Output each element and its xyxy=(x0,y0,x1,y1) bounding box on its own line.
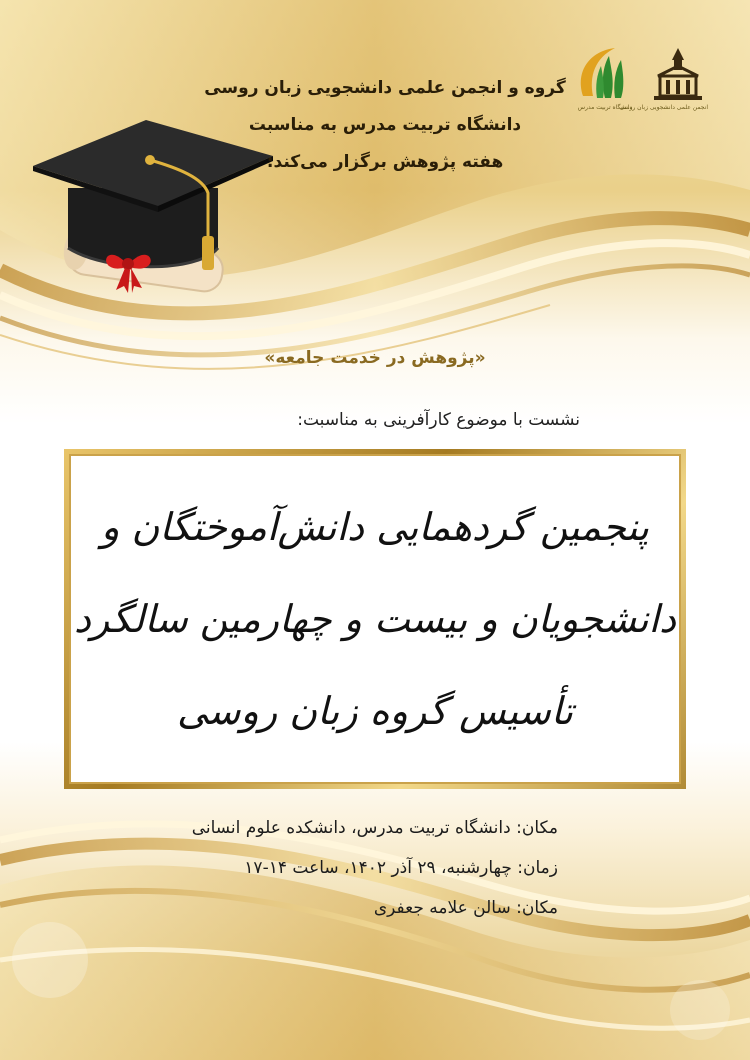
header-line-2: دانشگاه تربیت مدرس به مناسبت xyxy=(248,115,522,135)
wheat-emblem-icon xyxy=(575,46,635,104)
detail-time: زمان: چهارشنبه، ۲۹ آذر ۱۴۰۲، ساعت ۱۴-۱۷ xyxy=(244,858,558,878)
organizer-header xyxy=(200,70,570,181)
association-logo-caption: انجمن علمی دانشجویی زبان روسی xyxy=(619,104,708,111)
building-emblem-icon xyxy=(648,46,708,104)
detail-venue: مکان: سالن علامه جعفری xyxy=(373,898,558,918)
title-frame-inner xyxy=(69,454,681,784)
title-line-1: پنجمین گردهمایی دانش‌آموختگان و xyxy=(101,505,649,549)
title-line-2: دانشجویان و بیست و چهارمین سالگرد xyxy=(73,597,677,641)
detail-location: مکان: دانشگاه تربیت مدرس، دانشکده علوم انسانی xyxy=(191,818,558,838)
header-line-3: هفته پژوهش برگزار می‌کند: xyxy=(266,152,504,172)
title-line-3: تأسیس گروه زبان روسی xyxy=(176,689,574,733)
event-details xyxy=(120,808,558,928)
intro-text: نشست با موضوع کارآفرینی به مناسبت: xyxy=(297,410,580,430)
header-line-1: گروه و انجمن علمی دانشجویی زبان روسی xyxy=(204,78,566,98)
slogan: «پژوهش در خدمت جامعه» xyxy=(264,348,486,368)
association-logo xyxy=(619,46,708,116)
university-logo-caption: دانشگاه تربیت مدرس xyxy=(577,104,633,111)
title-frame xyxy=(64,449,686,789)
